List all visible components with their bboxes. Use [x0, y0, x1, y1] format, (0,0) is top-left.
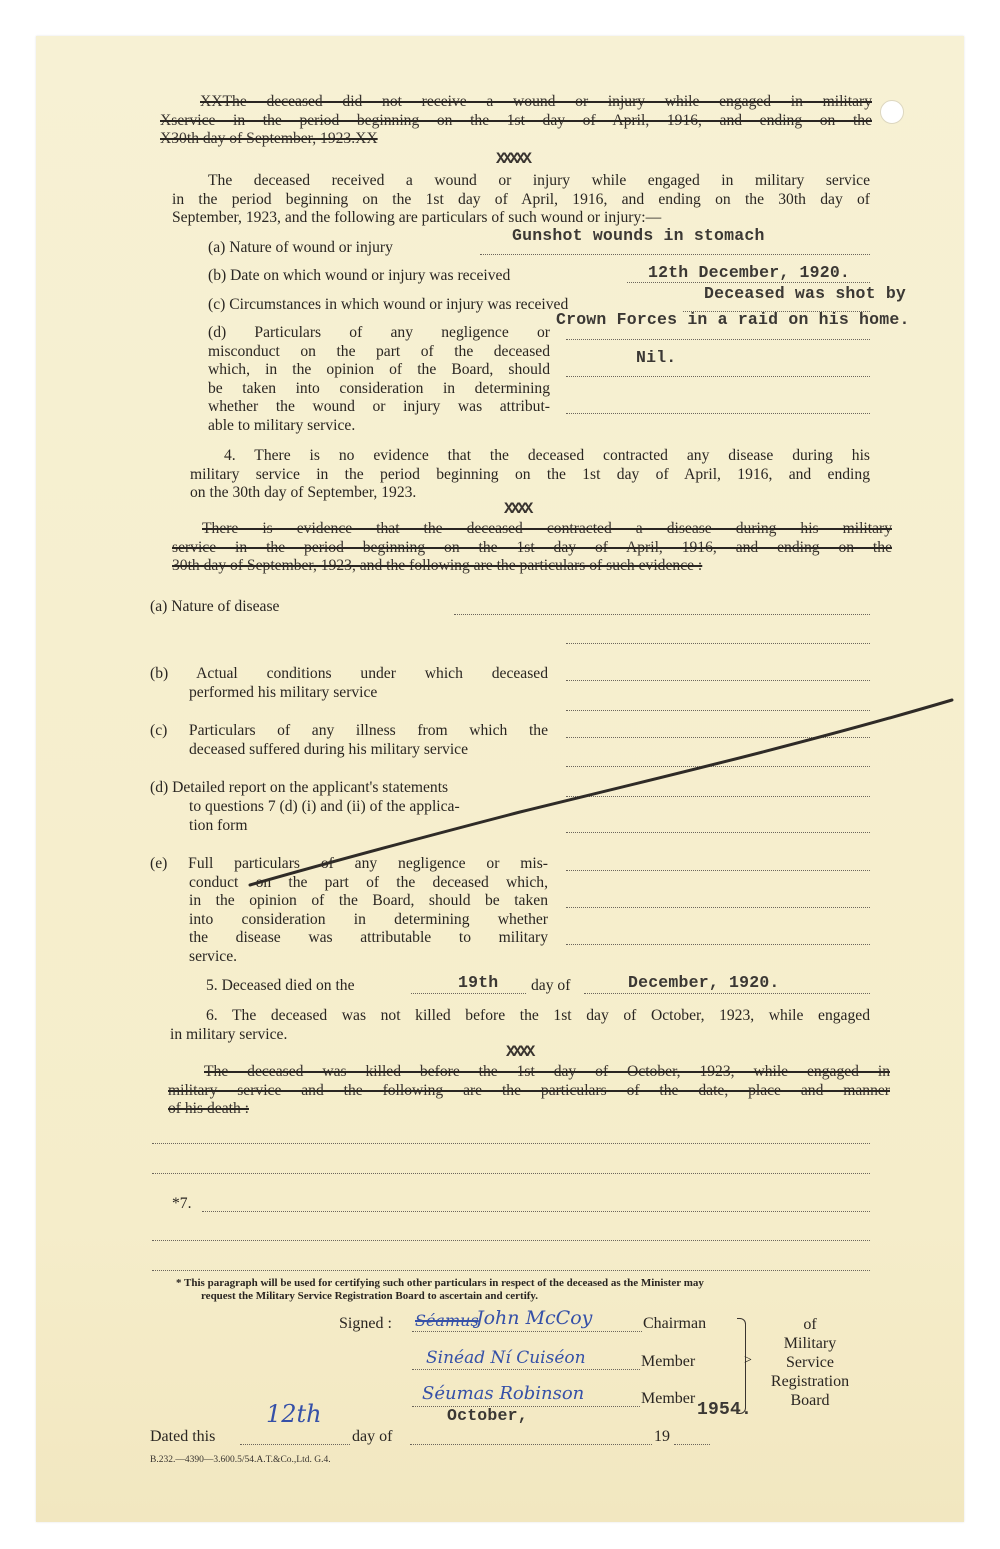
paragraph-5-prefix: 5. Deceased died on the — [206, 977, 355, 994]
footnote-line-1: * This paragraph will be used for certifying such other particulars in respect of the deceased as the Minister may — [176, 1277, 704, 1289]
struck-paragraph-3-negative: XXThe deceased did not receive a wound or injury while engaged in military Xservice in the period beginning on the 1st day of April, 1916, and ending on the X30th day of September, 1923.XX — [160, 93, 872, 148]
paragraph-3: The deceased received a wound or injury while engaged in military service in the period beginning on the 1st day of April, 1916, and ending on the 30th day of September, 1923, and the following are particulars of such wound or injury:— — [172, 172, 870, 227]
dated-middle: day of — [352, 1428, 393, 1445]
dated-month-value: October, — [447, 1406, 528, 1425]
dated-year-value: 1954. — [697, 1400, 753, 1420]
item-4b-label-line2: performed his military service — [189, 684, 378, 701]
paragraph-4: 4. There is no evidence that the deceased contracted any disease during his military service in the period beginning on the 1st day of April, 1916, and ending on the 30th day of September, 1923. — [190, 447, 870, 502]
died-month-field-line[interactable] — [584, 993, 870, 994]
item-3c-value-line1: Deceased was shot by — [704, 284, 907, 303]
paragraph-7-line-3[interactable] — [152, 1270, 870, 1271]
or-marker: XXXX — [506, 1043, 533, 1061]
item-3c-label: (c) Circumstances in which wound or injury was received — [208, 296, 569, 313]
item-4d-label-line2: to questions 7 (d) (i) and (ii) of the applica- — [189, 798, 460, 815]
item-4b-label-line1: (b) Actual conditions under which deceased — [150, 665, 548, 682]
struck-paragraph-6-positive: The deceased was killed before the 1st day of October, 1923, while engaged in military service and the following are the particulars of the date, place and manner of his death : — [168, 1063, 890, 1118]
dated-year-prefix: 19 — [654, 1428, 670, 1445]
paragraph-5-middle: day of — [531, 977, 571, 994]
died-day-field-line[interactable] — [411, 993, 526, 994]
died-month-value: December, 1920. — [628, 973, 780, 992]
paragraph-6: 6. The deceased was not killed before the 1st day of October, 1923, while engaged in military service. — [170, 1007, 870, 1043]
footnote-line-2: request the Military Service Registration Board to ascertain and certify. — [201, 1290, 539, 1302]
dated-year-field-line[interactable] — [674, 1444, 710, 1445]
chairman-role: Chairman — [643, 1315, 707, 1332]
paragraph-7-line-1[interactable] — [202, 1211, 870, 1212]
item-3b-value: 12th December, 1920. — [648, 263, 851, 282]
item-3a-label: (a) Nature of wound or injury — [208, 239, 393, 256]
item-3a-value: Gunshot wounds in stomach — [512, 226, 765, 245]
item-4e-label: (e) Full particulars of any negligence or mis- conduct on the part of the deceased which, in the opinion of the Board, should be taken into consideration in determining whether the disease was attributable to military service. — [150, 855, 548, 965]
member1-role: Member — [641, 1353, 696, 1370]
board-name: of Military Service Registration Board — [770, 1316, 850, 1409]
signed-label: Signed : — [339, 1315, 392, 1332]
death-particulars-line-2[interactable] — [152, 1173, 870, 1174]
item-4c-label-line2: deceased suffered during his military service — [189, 741, 468, 758]
paragraph-7-line-2[interactable] — [152, 1240, 870, 1241]
or-marker: XXXXX — [496, 150, 530, 168]
or-marker: XXXX — [504, 500, 531, 518]
paragraph-7-label: *7. — [172, 1195, 192, 1212]
member1-signature: Sinéad Ní Cuiséon — [426, 1348, 586, 1368]
struck-paragraph-4-positive: There is evidence that the deceased contracted a disease during his military service in the period beginning on the 1st day of April, 1916, and ending on the 30th day of September, 1923, and the following are the particulars of such evidence : — [172, 520, 892, 575]
dated-month-field-line[interactable] — [410, 1444, 652, 1445]
item-3c-value-line2: Crown Forces in a raid on his home. — [556, 310, 910, 329]
dated-day-value: 12th — [266, 1400, 322, 1428]
item-4a-label: (a) Nature of disease — [150, 598, 280, 615]
chairman-signature-line[interactable] — [412, 1331, 642, 1332]
item-3d-value: Nil. — [636, 348, 677, 367]
dated-day-field-line[interactable] — [240, 1444, 350, 1445]
chairman-signature: John McCoy — [476, 1307, 593, 1329]
item-4c-label-line1: (c) Particulars of any illness from which the — [150, 722, 548, 739]
died-day-value: 19th — [458, 973, 499, 992]
print-code: B.232.—4390—3.600.5/54.A.T.&Co.,Ltd. G.4. — [150, 1455, 331, 1465]
item-3d-label: (d) Particulars of any negligence or misconduct on the part of the deceased which, in the opinion of the Board, should be taken into consideration in determining whether the wound or injury was attribut- able to military service. — [208, 324, 550, 434]
member2-signature: Séumas Robinson — [422, 1383, 585, 1404]
item-3b-label: (b) Date on which wound or injury was received — [208, 267, 511, 284]
board-brace-point: > — [744, 1353, 752, 1368]
item-4d-label-line1: (d) Detailed report on the applicant's statements — [150, 779, 449, 796]
chairman-struck-name: Séamus — [415, 1311, 479, 1330]
death-particulars-line-1[interactable] — [152, 1143, 870, 1144]
dated-label: Dated this — [150, 1428, 216, 1445]
member2-role: Member — [641, 1390, 696, 1407]
item-4d-label-line3: tion form — [189, 817, 248, 834]
member1-signature-line[interactable] — [412, 1369, 640, 1370]
